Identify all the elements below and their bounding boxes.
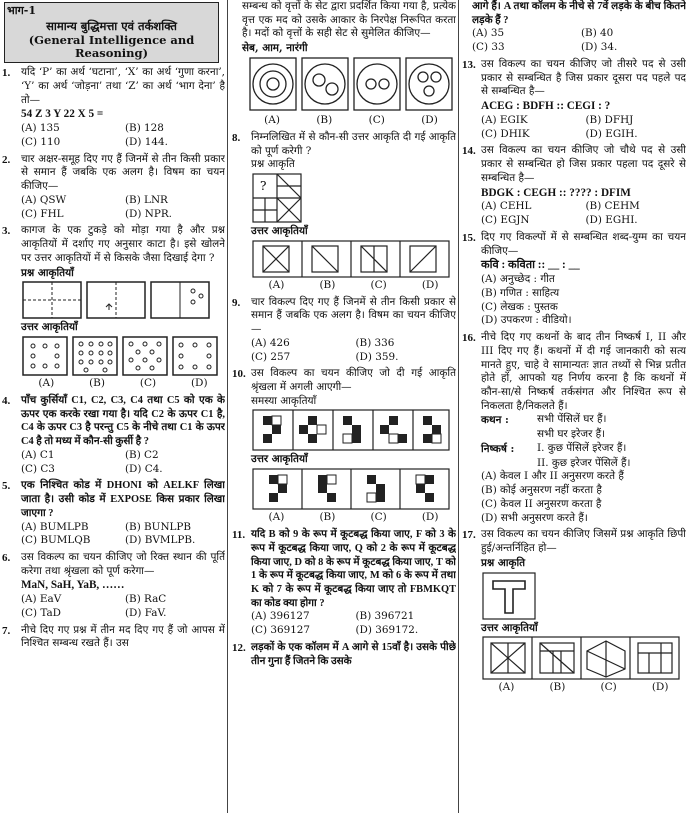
question-number: 3. [2, 225, 11, 238]
option-c[interactable]: (C) DHIK [481, 127, 530, 140]
caption-b[interactable]: (B) [319, 278, 336, 291]
option-b[interactable]: (B) 40 [581, 27, 614, 40]
caption-c[interactable]: (C) [368, 113, 385, 126]
option-d[interactable]: (D) 359. [355, 350, 399, 363]
question-text: यदि B को 9 के रूप में कूटबद्ध किया जाए, F को 3 के रूप में कूटबद्ध किया जाए, Q को 2 के रूप में कूटबद्ध किया जाए, D को 8 के रूप में कूटबद्ध किया जाए, T को 1 के रूप में कूटबद्ध किया जाए, M को 6 के रूप में तथा K को 7 के रूप में कूटबद्ध किया जाए तो FBMKQT का कोड क्या होगा ? [251, 529, 456, 609]
conclusion-2: II. कुछ इरेजर पेंसिलें हैं। [537, 456, 631, 469]
conclusions-label: निष्कर्ष : [481, 442, 515, 455]
question-13 [462, 58, 686, 141]
option-b[interactable]: (B) गणित : साहित्य [481, 286, 560, 299]
question-7-items: सेब, आम, नारंगी [242, 42, 308, 55]
caption-b[interactable]: (B) [316, 113, 333, 126]
question-text: लड़कों के एक कॉलम में A आगे से 15वाँ है। उसके पीछे तीन गुना हैं जितने कि उसके [251, 641, 456, 667]
section-title-hindi: सामान्य बुद्धिमत्ता एवं तर्कशक्ति [46, 18, 177, 33]
answer-captions [21, 377, 225, 391]
question-text: नीचे दिए गए प्रश्न में तीन मद दिए गए हैं जो आपस में निश्चित सम्बन्ध रखते हैं। उस [21, 623, 225, 650]
question-text: उस विकल्प का चयन कीजिए जो चौथे पद से उसी प्रकार से सम्बन्धित हो जिस प्रकार पहला पद दूसरे से सम्बन्धित है— [481, 144, 686, 184]
caption-a[interactable]: (A) [38, 377, 55, 390]
question-7-continued: सम्बन्ध को वृत्तों के सेट द्वारा प्रदर्शित किया गया है, प्रत्येक वृत्त एक मद को उसके आकार के निरपेक्ष निरूपित करता है। मदों को वृत्तों के सही सेट से सुमेलित कीजिए— [242, 0, 456, 40]
caption-a[interactable]: (A) [264, 113, 280, 126]
option-a[interactable]: (A) 35 [472, 27, 505, 40]
question-number: 15. [462, 231, 476, 244]
question-number: 5. [2, 480, 11, 493]
column-divider [227, 0, 228, 813]
question-figure-label: प्रश्न आकृति [481, 556, 526, 569]
caption-b[interactable]: (B) [89, 377, 105, 390]
question-number: 1. [2, 67, 11, 80]
venn-answer-figures[interactable] [232, 56, 454, 114]
question-figures-label: प्रश्न आकृतियाँ [21, 266, 74, 279]
question-number: 8. [232, 131, 241, 144]
question-8 [232, 131, 456, 293]
option-b[interactable]: (B) RaC [125, 593, 167, 606]
option-c[interactable]: (C) लेखक : पुस्तक [481, 300, 558, 313]
option-a[interactable]: (A) CEHL [481, 200, 532, 213]
question-12-continued: आगे हैं। A तथा कॉलम के नीचे से 7वें लड़के के बीच कितने लड़के हैं ? [472, 1, 686, 26]
option-b[interactable]: (B) LNR [125, 193, 168, 206]
question-text: नीचे दिए गए कथनों के बाद तीन निष्कर्ष I, II और III दिए गए हैं। कथनों में दी गई जानकारी को सत्य मानते हुए, चाहे वे सामान्यतः ज्ञात तथ्यों से भिन्न प्रतीत होते हों, आपको यह निर्णय करना है कि कथनों में कौन-सा/से निष्कर्ष तर्कसंगत और निश्चित रूप से निकलता है/निकलते हैं। [481, 331, 686, 412]
grid-answer-figures[interactable] [251, 239, 451, 279]
grid-question-figure [251, 172, 451, 224]
section-header [4, 2, 219, 63]
statements-label: कथन : [481, 414, 509, 427]
option-a[interactable]: (A) QSW [21, 193, 67, 206]
option-c[interactable]: (C) 33 [472, 41, 505, 54]
conclusion-1: I. कुछ पेंसिलें इरेजर हैं। [537, 441, 627, 454]
question-7 [2, 624, 225, 651]
option-d[interactable]: (D) 369172. [355, 624, 419, 637]
caption-a[interactable]: (A) [498, 681, 515, 694]
series-figures-label: समस्या आकृतियाँ [251, 394, 317, 407]
statement-2: सभी घर इरेजर हैं। [537, 428, 606, 441]
caption-a[interactable]: (A) [268, 511, 285, 524]
option-a[interactable]: (A) केवल I और II अनुसरण करते हैं [481, 470, 624, 483]
option-d[interactable]: (D) C4. [125, 462, 163, 475]
answer-captions [232, 114, 456, 128]
option-d[interactable]: (D) EGHI. [585, 214, 638, 227]
question-5 [2, 479, 225, 548]
caption-c[interactable]: (C) [139, 377, 157, 390]
question-number: 4. [2, 394, 11, 407]
analogy-expression: ACEG : BDFH :: CEGI : ? [481, 100, 611, 113]
option-c[interactable]: (C) TaD [21, 607, 62, 619]
option-a[interactable]: (A) C1 [21, 448, 55, 461]
caption-b[interactable]: (B) [549, 681, 566, 694]
caption-d[interactable]: (D) [421, 113, 438, 126]
option-a[interactable]: (A) अनुच्छेद : गीत [481, 273, 555, 286]
option-c[interactable]: (C) 110 [21, 136, 61, 148]
option-c[interactable]: (C) C3 [21, 462, 55, 475]
question-number: 14. [462, 145, 476, 158]
option-a[interactable]: (A) BUMLPB [21, 520, 89, 533]
column-3 [462, 0, 686, 813]
question-number: 13. [462, 58, 476, 71]
caption-c[interactable]: (C) [370, 511, 387, 524]
option-d[interactable]: (D) EGIH. [585, 127, 638, 140]
question-number: 6. [2, 552, 11, 565]
option-d[interactable]: (D) उपकरण : वीडियो। [481, 314, 572, 327]
expression: 54 Z 3 Y 22 X 5 = [21, 108, 104, 121]
question-text: निम्नलिखित में से कौन-सी उत्तर आकृति दी गई आकृति को पूर्ण करेगी ? [251, 130, 456, 157]
embedded-answer-figures[interactable] [481, 635, 681, 681]
section-title-english-2: Reasoning) [74, 46, 149, 61]
option-a[interactable]: (A) EaV [21, 593, 62, 606]
option-c[interactable]: (C) FHL [21, 207, 64, 220]
answer-figures-label: उत्तर आकृतियाँ [251, 453, 308, 466]
question-1 [2, 66, 225, 149]
question-text: दिए गए विकल्पों में से सम्बन्धित शब्द-युग्म का चयन कीजिए— [481, 230, 686, 257]
caption-d[interactable]: (D) [651, 681, 669, 694]
series-problem-figures [251, 408, 451, 452]
caption-c[interactable]: (C) [370, 278, 387, 291]
caption-d[interactable]: (D) [421, 278, 439, 291]
question-4 [2, 394, 225, 476]
column-divider [458, 0, 459, 813]
paper-fold-question-figures [21, 280, 211, 320]
column-1 [2, 0, 225, 813]
question-number: 17. [462, 529, 476, 542]
question-text: चार अक्षर-समूह दिए गए हैं जिनमें से तीन किसी प्रकार से समान हैं जबकि एक अलग है। विषम का चयन कीजिए— [21, 152, 225, 193]
series-expression: MaN, SaH, YaB, …… [21, 579, 125, 592]
option-b[interactable]: (B) 336 [355, 336, 395, 349]
question-3 [2, 224, 225, 391]
option-c[interactable]: (C) 369127 [251, 624, 311, 637]
question-2 [2, 153, 225, 222]
section-title-english-1: (General Intelligence and [28, 32, 195, 47]
option-b[interactable]: (B) BUNLPB [125, 520, 192, 533]
question-17 [462, 528, 686, 695]
question-figure-label: प्रश्न आकृति [251, 158, 295, 171]
answer-figures-label: उत्तर आकृतियाँ [251, 225, 308, 237]
question-text: उस विकल्प का चयन कीजिए जो दी गई आकृति श्रृंखला में अगली आएगी— [251, 367, 456, 393]
option-b[interactable]: (B) DFHJ [585, 113, 634, 126]
question-number: 2. [2, 153, 11, 166]
option-b[interactable]: (B) कोई अनुसरण नहीं करता है [481, 484, 602, 497]
question-6 [2, 551, 225, 621]
statement-1: सभी पेंसिलें घर हैं। [537, 413, 607, 426]
series-answer-figures[interactable] [251, 467, 451, 511]
answer-captions [251, 279, 456, 293]
caption-d[interactable]: (D) [190, 377, 208, 390]
option-c[interactable]: (C) केवल II अनुसरण करता है [481, 497, 602, 510]
part-label: भाग-1 [7, 4, 36, 17]
question-number: 16. [462, 332, 476, 345]
question-text: यदि ‘P’ का अर्थ ‘घटाना’, ‘X’ का अर्थ ‘गुणा करना’, ‘Y’ का अर्थ ‘जोड़ना’ तथा ‘Z’ का अर्थ ‘भाग देना’ है तो— [21, 66, 225, 106]
option-a[interactable]: (A) EGIK [481, 113, 528, 126]
question-text: उस विकल्प का चयन कीजिए जो तीसरे पद से उसी प्रकार से सम्बन्धित है जिस प्रकार दूसरा पद पहले पद से सम्बन्धित है— [481, 57, 686, 98]
question-text: एक निश्चित कोड में DHONI को AELKF लिखा जाता है। उसी कोड में EXPOSE किस प्रकार लिखा जाएगा ? [21, 480, 225, 519]
question-12 [232, 641, 456, 668]
option-c[interactable]: (C) EGJN [481, 214, 530, 227]
option-d[interactable]: (D) BVMLPB. [125, 534, 196, 547]
answer-figures-label: उत्तर आकृतियाँ [21, 321, 78, 334]
option-c[interactable]: (C) BUMLQB [21, 534, 91, 547]
question-14 [462, 144, 686, 227]
option-b[interactable]: (B) 128 [125, 122, 164, 135]
option-d[interactable]: (D) 34. [581, 41, 618, 54]
option-b[interactable]: (B) CEHM [585, 200, 640, 213]
question-10 [232, 367, 456, 525]
question-text: उस विकल्प का चयन कीजिए जो रिक्त स्थान की पूर्ति करेगा तथा श्रृंखला को पूर्ण करेगा— [21, 551, 225, 577]
option-a[interactable]: (A) 396127 [251, 610, 310, 623]
question-text: चार विकल्प दिए गए हैं जिनमें से तीन किसी प्रकार से समान हैं जबकि एक अलग है। विषम का चयन कीजिए— [251, 295, 456, 336]
question-9 [232, 296, 456, 365]
question-text: उस विकल्प का चयन कीजिए जिसमें प्रश्न आकृति छिपी हुई/अन्तर्निहित हो— [481, 528, 686, 555]
column-2 [232, 0, 456, 813]
question-15 [462, 231, 686, 328]
question-number: 9. [232, 296, 241, 309]
question-16 [462, 331, 686, 525]
answer-captions [481, 681, 686, 695]
paper-fold-answer-figures[interactable] [21, 335, 221, 377]
option-d[interactable]: (D) NPR. [125, 207, 172, 220]
question-number: 12. [232, 641, 246, 654]
answer-captions [251, 511, 456, 525]
caption-a[interactable]: (A) [268, 278, 285, 291]
analogy-expression: BDGK : CEGH :: ???? : DFIM [481, 186, 631, 199]
svg-text:?: ? [260, 179, 267, 193]
caption-b[interactable]: (B) [319, 511, 336, 524]
option-d[interactable]: (D) 144. [125, 136, 168, 148]
question-text: पाँच कुर्सियाँ C1, C2, C3, C4 तथा C5 को एक के ऊपर एक करके रखा गया है। यदि C2 के ऊपर C1 है, C4 के ऊपर C3 है परन्तु C5 के नीचे तथा C1 के ऊपर C4 है तो मध्य में कौन-सी कुर्सी है ? [21, 394, 225, 448]
word-pair-expression: कवि : कविता :: __ : __ [481, 259, 580, 272]
embedded-question-figure [481, 571, 541, 621]
question-11 [232, 528, 456, 638]
option-c[interactable]: (C) 257 [251, 350, 291, 363]
answer-figures-label: उत्तर आकृतियाँ [481, 621, 538, 634]
question-number: 11. [232, 529, 246, 542]
caption-c[interactable]: (C) [600, 681, 617, 694]
option-b[interactable]: (B) 396721 [355, 610, 415, 623]
option-b[interactable]: (B) C2 [125, 448, 159, 461]
option-a[interactable]: (A) 426 [251, 336, 290, 349]
question-text: कागज के एक टुकड़े को मोड़ा गया है और प्रश्न आकृतियों में दर्शाए गए अनुसार काटा है। इसे खोलने पर उत्तर आकृतियों में से किसके जैसा दिखाई देगा ? [21, 224, 225, 264]
option-d[interactable]: (D) सभी अनुसरण करते हैं। [481, 511, 588, 524]
option-d[interactable]: (D) FaV. [125, 607, 167, 619]
question-number: 10. [232, 368, 246, 381]
caption-d[interactable]: (D) [421, 511, 439, 524]
question-number: 7. [2, 624, 11, 637]
option-a[interactable]: (A) 135 [21, 122, 60, 135]
